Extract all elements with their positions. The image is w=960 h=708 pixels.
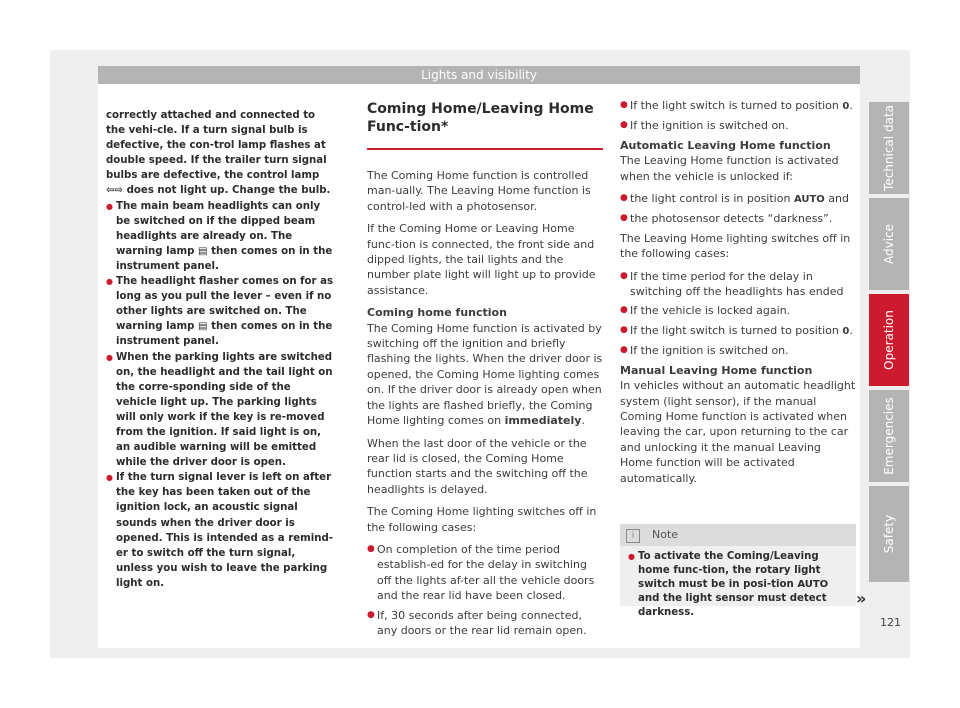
subheading: Automatic Leaving Home function (620, 138, 831, 152)
paragraph: In vehicles without an automatic headlight system (light sensor), if the manual Coming Home function is activated when leaving the car, upon returning to the car and unlocking it the manual Leaving Home function will be activated automatically. (620, 379, 856, 485)
chapter-header: Lights and visibility (98, 66, 860, 84)
auto-symbol: AUTO (793, 194, 825, 206)
column-left (106, 108, 334, 591)
section-title: Coming Home/Leaving Home Func-tion* (367, 98, 603, 150)
page-number: 121 (880, 616, 901, 629)
subheading: Manual Leaving Home function (620, 363, 813, 377)
page-content (98, 84, 867, 648)
bullet-item: ● If the time period for the delay in switching off the headlights has ended (620, 269, 856, 300)
bullet-item (620, 191, 856, 207)
continue-arrow-icon: » (856, 589, 867, 608)
note-label: Note (652, 528, 679, 541)
info-icon: i (626, 529, 640, 543)
column-right (620, 98, 856, 493)
text: If the light switch is turned to position (630, 99, 843, 112)
bullet-item: ● The main beam headlights can only be switched on if the dipped beam headlights are already on. The warning lamp ▤ then comes on in the instrument panel. (106, 199, 334, 274)
bullet-item: ● When the parking lights are switched on, the headlight and the tail light on the corre-sponding side of the vehicle light up. The parking lights will only work if the key is re-moved from the ignition. If said light is on, an audible warning will be emitted while the driver door is open. (106, 350, 334, 471)
tab-label: Technical data (882, 105, 896, 191)
text: To activate the Coming/Leaving home func-tion, the rotary light switch must be in posi-tion (638, 551, 821, 590)
bullet-item: ● If the vehicle is locked again. (620, 303, 856, 318)
text: the light control is in position (630, 192, 794, 206)
bullet-item: ● If, 30 seconds after being connected, any doors or the rear lid remain open. (367, 608, 603, 639)
switch-position-symbol: 0 (842, 325, 850, 337)
tab-advice[interactable] (869, 198, 909, 290)
paragraph: The Coming Home function is controlled man-ually. The Leaving Home function is control-led with a photosensor. (367, 169, 591, 213)
text: . (581, 414, 585, 428)
note-body (620, 546, 856, 620)
paragraph (367, 321, 603, 429)
bullet-item: ● On completion of the time period establish-ed for the delay in switching off the lights af-ter all the vehicle doors and the rear lid have been closed. (367, 542, 603, 604)
text: and (824, 192, 850, 206)
paragraph: correctly attached and connected to the vehi-cle. If a turn signal bulb is defective, the con-trol lamp flashes at double speed. If the trailer turn signal bulbs are defective, the control lamp ⇦⇨ does not light up. Change the bulb. (106, 110, 331, 197)
text: If the light switch is turned to position (630, 323, 843, 337)
paragraph: The Leaving Home function is activated when the vehicle is unlocked if: (620, 154, 839, 183)
paragraph: The Coming Home lighting switches off in the following cases: (367, 505, 597, 534)
bullet-item: ● If the turn signal lever is left on after the key has been taken out of the ignition lock, an acoustic signal sounds when the driver door is opened. This is intended as a remind-er to switch off the turn signal, unless you wish to leave the parking light on. (106, 470, 334, 591)
emphasis-text: immediately (504, 414, 582, 428)
note-box (620, 524, 856, 618)
bullet-item (620, 98, 856, 114)
bullet-item (620, 323, 856, 339)
tab-label: Emergencies (882, 397, 896, 475)
switch-position-symbol: 0 (842, 101, 850, 112)
subheading: Coming home function (367, 306, 507, 320)
bullet-item: ● If the ignition is switched on. (620, 118, 856, 133)
paragraph: The Leaving Home lighting switches off in the following cases: (620, 231, 851, 261)
text: and the light sensor must detect darkness. (638, 593, 827, 618)
note-header (620, 524, 856, 546)
tab-emergencies[interactable] (869, 390, 909, 482)
bullet-item: ● If the ignition is switched on. (620, 343, 856, 358)
paragraph: If the Coming Home or Leaving Home func-tion is connected, the front side and dipped lights, the tail lights and the number plate light will light up to provide assistance. (367, 222, 596, 297)
text: The Coming Home function is activated by switching off the ignition and briefly flashing the lights. When the driver door is opened, the Coming Home lighting comes on. If the driver door is already open when the lights are flashed briefly, the Coming Home lighting comes on (367, 321, 603, 428)
tab-safety[interactable] (869, 486, 909, 582)
bullet-item (628, 550, 848, 620)
auto-symbol: AUTO (797, 579, 829, 590)
tab-label: Safety (882, 514, 896, 554)
text: . (849, 323, 853, 337)
column-middle (367, 84, 603, 642)
tab-technical-data[interactable] (869, 102, 909, 194)
bullet-item: ● the photosensor detects “darkness”. (620, 211, 856, 226)
tab-label: Operation (882, 310, 896, 370)
tab-operation[interactable] (869, 294, 909, 386)
text: . (849, 99, 853, 112)
paragraph: When the last door of the vehicle or the rear lid is closed, the Coming Home function starts and the switching off the headlights is delayed. (367, 436, 588, 496)
tab-label: Advice (882, 223, 896, 265)
bullet-item: ● The headlight flasher comes on for as long as you pull the lever – even if no other lights are switched on. The warning lamp ▤ then comes on in the instrument panel. (106, 274, 334, 349)
